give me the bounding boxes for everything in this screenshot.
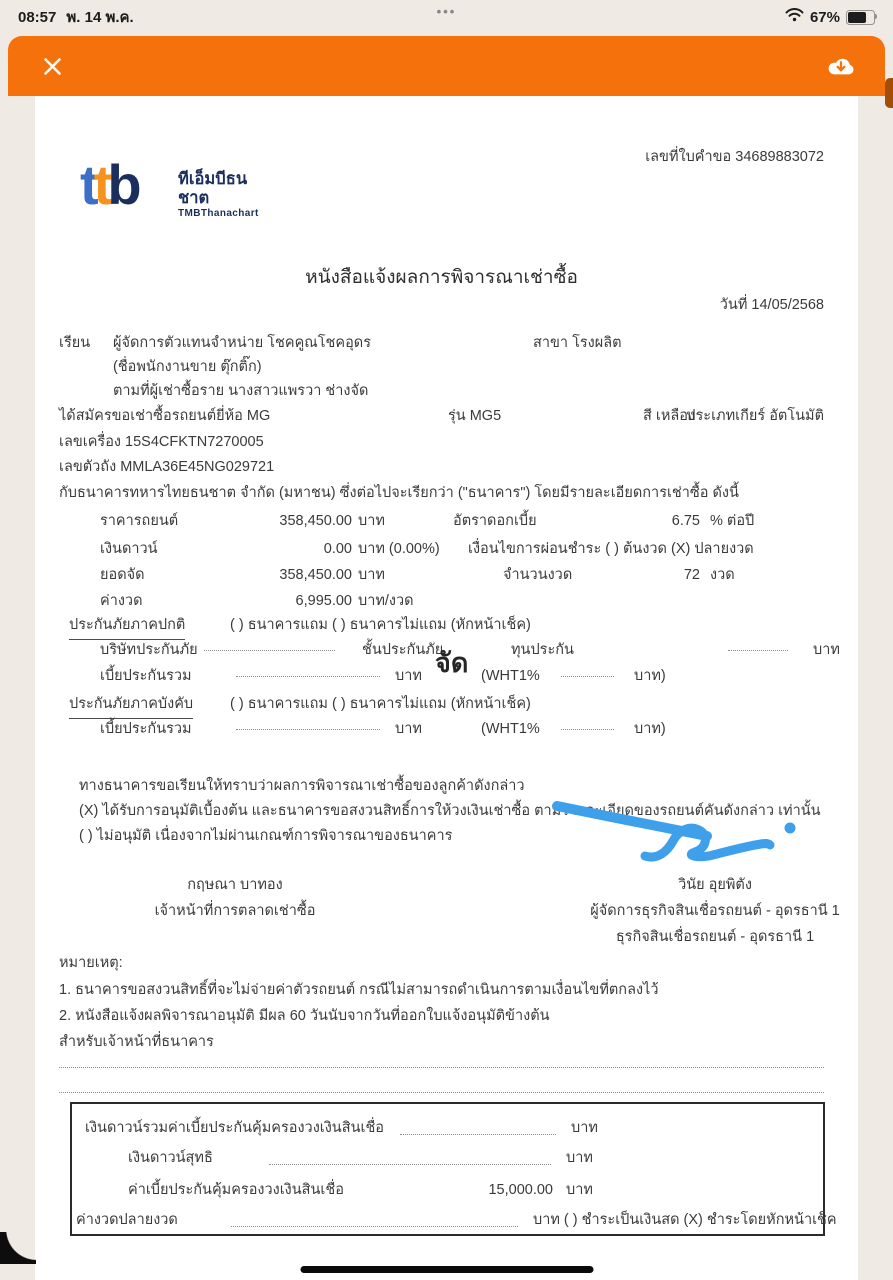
officer-write-line: [59, 1054, 824, 1080]
close-button[interactable]: [38, 52, 66, 80]
dotted-line: [59, 1054, 824, 1068]
background-window-edge: [885, 78, 893, 108]
right-signer-dept: ธุรกิจสินเชื่อรถยนต์ - อุดรธานี 1: [615, 929, 815, 945]
compulsory-premium-row: เบี้ยประกันรวม บาท (WHT1% บาท): [59, 716, 824, 742]
wifi-icon: [785, 8, 804, 26]
home-indicator[interactable]: [300, 1266, 593, 1273]
dotted-field: [204, 637, 335, 651]
date-line: วันที่ 14/05/2568: [719, 297, 824, 313]
price-row: ราคารถยนต์ 358,450.00 บาท อัตราดอกเบี้ย 6.75 % ต่อปี: [100, 513, 755, 529]
multitasking-dots: •••: [436, 4, 457, 19]
document-page[interactable]: [35, 96, 858, 1280]
battery-percent: 67%: [809, 8, 840, 26]
engine-number-line: เลขเครื่อง 15S4CFKTN7270005: [59, 434, 264, 450]
dotted-field: [236, 663, 380, 677]
result-approved-line: (X) ได้รับการอนุมัติเบื้องต้น และธนาคารขอสงวนสิทธิ์การให้วงเงินเช่าซื้อ ตามรายละเอียดของรถยนต์คันดังกล่าว เท่านั้น: [79, 803, 821, 819]
note-1: 1. ธนาคารขอสงวนสิทธิ์ที่จะไม่จ่ายค่าตัวรถยนต์ กรณีไม่สามารถดำเนินการตามเงื่อนไขที่ตกลงไว้: [59, 982, 659, 998]
dotted-field: [236, 716, 380, 730]
salesperson-line: (ชื่อพนักงานขาย ตุ๊กติ๊ก): [113, 359, 262, 375]
bank-officer-box: [70, 1102, 837, 1236]
result-rejected-line: ( ) ไม่อนุมัติ เนื่องจากไม่ผ่านเกณฑ์การพิจารณาของธนาคาร: [79, 828, 453, 844]
signer-names-row: [59, 872, 824, 898]
officer-section-label: สำหรับเจ้าหน้าที่ธนาคาร: [59, 1034, 214, 1050]
ttb-brand-text: ทีเอ็มบีธนชาต TMBThanachart: [178, 170, 259, 219]
downpayment-row: เงินดาวน์ 0.00 บาท (0.00%) เงื่อนไขการผ่อนชำระ ( ) ต้นงวด (X) ปลายงวด: [100, 541, 754, 557]
chassis-number-line: เลขตัวถัง MMLA36E45NG029721: [59, 459, 275, 475]
insurance-company-row: บริษัทประกันภัย ชั้นประกันภัย ทุนประกัน บาท: [59, 637, 824, 663]
financed-amount-row: ยอดจัด 358,450.00 บาท จำนวนงวด 72 งวด: [100, 567, 735, 583]
box-row-4: ค่างวดปลายงวด บาท ( ) ชำระเป็นเงินสด (X) ชำระโดยหักหน้าเช็ค: [76, 1212, 837, 1228]
box-row-3: ค่าเบี้ยประกันคุ้มครองวงเงินสินเชื่อ 15,000.00 บาท: [128, 1182, 593, 1198]
download-button[interactable]: [827, 52, 855, 80]
clock: 08:57: [18, 8, 57, 26]
ttb-logo: [80, 153, 259, 219]
voluntary-insurance-header: ประกันภัยภาคปกติ ( ) ธนาคารแถม ( ) ธนาคารไม่แถม (หักหน้าเช็ค): [59, 612, 824, 638]
signer-dept-row: [59, 924, 824, 950]
request-number: เลขที่ใบคำขอ 34689883072: [645, 149, 824, 165]
battery-icon: [846, 10, 875, 25]
box-row-2: เงินดาวน์สุทธิ บาท: [128, 1150, 593, 1166]
vehicle-line: ได้สมัครขอเช่าซื้อรถยนต์ยี่ห้อ MG รุ่น MG5 สี เหลือง ประเภทเกียร์ อัตโนมัติ: [59, 408, 824, 424]
signature-ink: [551, 796, 816, 862]
branch: สาขา โรงผลิต: [533, 335, 622, 351]
ttb-logotype: ttb: [80, 153, 137, 216]
right-signer-name: วินัย อุยพิตัง: [678, 877, 752, 893]
close-icon: [43, 57, 62, 76]
cloud-download-icon: [827, 56, 855, 77]
dotted-field: [561, 663, 614, 677]
background-corner-shape: [0, 1232, 36, 1264]
dotted-field: [561, 716, 614, 730]
status-bar: [0, 0, 893, 34]
dotted-line: [59, 1079, 824, 1093]
viewer-toolbar: [8, 36, 885, 96]
bank-intro-line: กับธนาคารทหารไทยธนชาต จำกัด (มหาชน) ซึ่งต่อไปจะเรียกว่า ("ธนาคาร") โดยมีรายละเอียดการเช่าซื้อ ดังนี้: [59, 485, 739, 501]
hirer-line: ตามที่ผู้เช่าซื้อราย นางสาวแพรวา ช่างจัด: [113, 383, 369, 399]
installment-row: ค่างวด 6,995.00 บาท/งวด: [100, 593, 414, 609]
addressee-line: เรียน ผู้จัดการตัวแทนจำหน่าย โชคคูณโชคอุดร สาขา โรงผลิต: [59, 330, 824, 356]
dotted-field: [231, 1213, 518, 1227]
signer-titles-row: [59, 898, 840, 924]
request-number-line: [59, 144, 824, 170]
left-signer-title: เจ้าหน้าที่การตลาดเช่าซื้อ: [154, 903, 316, 919]
notes-header: หมายเหตุ:: [59, 955, 123, 971]
dotted-field: [269, 1151, 551, 1165]
right-signer-title: ผู้จัดการธุรกิจสินเชื่อรถยนต์ - อุดรธานี 1: [590, 903, 840, 919]
compulsory-insurance-header: ประกันภัยภาคบังคับ ( ) ธนาคารแถม ( ) ธนาคารไม่แถม (หักหน้าเช็ค): [59, 691, 824, 717]
premium-row: เบี้ยประกันรวม บาท (WHT1% บาท): [59, 663, 824, 689]
dotted-field: [400, 1121, 556, 1135]
left-signer-name: กฤษณา บาทอง: [187, 877, 283, 893]
handwritten-stamp: จัด: [435, 648, 469, 678]
document-title: หนังสือแจ้งผลการพิจารณาเช่าซื้อ: [305, 267, 578, 288]
dotted-field: [728, 637, 788, 651]
result-intro-line: ทางธนาคารขอเรียนให้ทราบว่าผลการพิจารณาเช่าซื้อของลูกค้าดังกล่าว: [79, 778, 525, 794]
box-row-1: เงินดาวน์รวมค่าเบี้ยประกันคุ้มครองวงเงินสินเชื่อ บาท: [85, 1120, 598, 1136]
status-date: พ. 14 พ.ค.: [66, 9, 134, 26]
note-2: 2. หนังสือแจ้งผลพิจารณาอนุมัติ มีผล 60 วันนับจากวันที่ออกใบแจ้งอนุมัติข้างต้น: [59, 1008, 550, 1024]
